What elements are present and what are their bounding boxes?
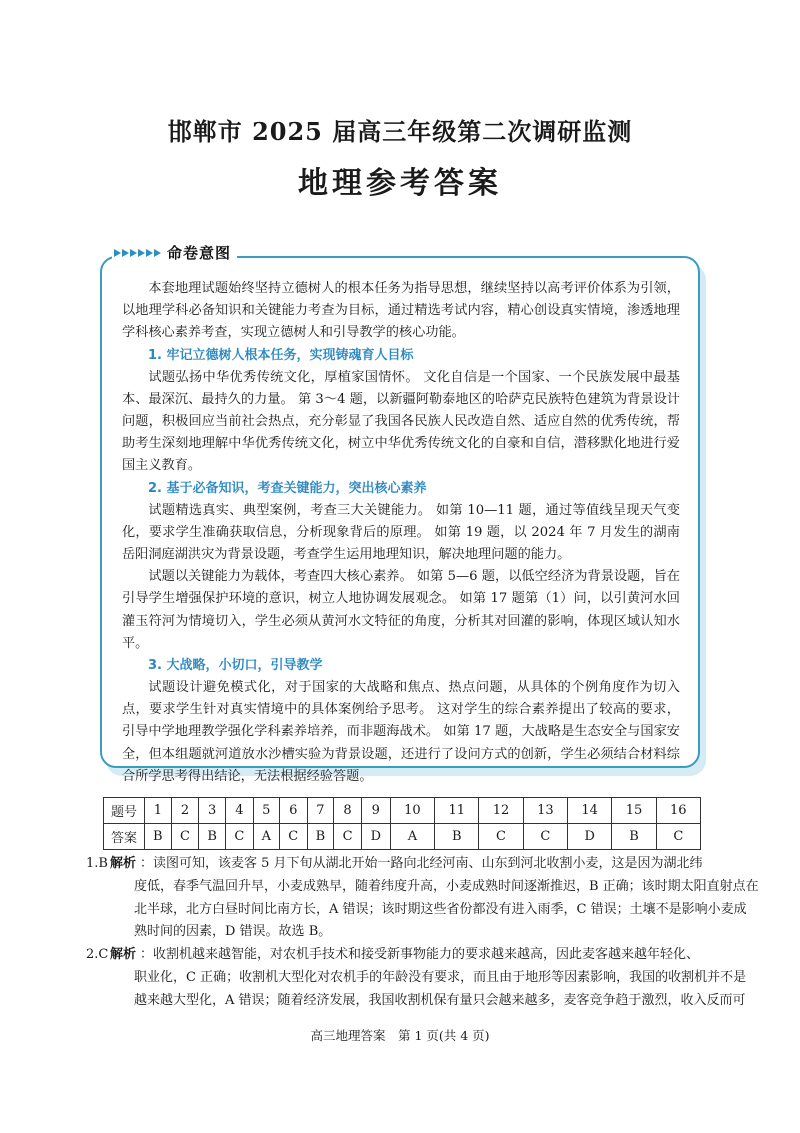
- question-number: 8: [334, 798, 362, 824]
- analysis-label: 解析: [110, 947, 137, 963]
- analysis-item: [86, 944, 747, 1012]
- document-title: 邯郸市 2025 届高三年级第二次调研监测: [167, 117, 633, 146]
- row-label-answer: 答案: [104, 824, 145, 850]
- analysis-line: 职业化，C 正确；收割机大型化对农机手的年龄没有要求，而且由于地形等因素影响，我国的收割机并不是: [134, 969, 747, 985]
- question-number: 9: [361, 798, 390, 824]
- section-heading: 3. 大战略，小切口，引导教学: [148, 658, 323, 674]
- analysis-label: 解析: [110, 856, 137, 871]
- intent-intro: 本套地理试题始终坚持立德树人的根本任务为指导思想，继续坚持以高考评价体系为引领，以地理学科必备知识和关键能力考查为目标，通过精选考试内容，精心创设真实情境，渗透地理学科核心素养考查，实现立德树人和引导教学的核心功能。: [122, 281, 680, 341]
- page-footer: 高三地理答案 第 1 页(共 4 页): [310, 1028, 490, 1043]
- question-number: 6: [279, 798, 307, 824]
- question-number: 1: [145, 798, 172, 824]
- answer-cell: C: [226, 824, 254, 850]
- answer-cell: B: [612, 824, 656, 850]
- question-number: 5: [253, 798, 279, 824]
- answer-cell: C: [656, 824, 700, 850]
- answer-cell: C: [523, 824, 567, 850]
- intent-content: [122, 278, 680, 788]
- question-number: 12: [479, 798, 523, 824]
- section-paragraph: 试题以关键能力为载体，考查四大核心素养。 如第 5—6 题，以低空经济为背景设题，旨在引导学生增强保护环境的意识，树立人地协调发展观念。 如第 17 题第（1）问，以引黄河水回灌玉符河为情境切入，学生必须从黄河水文特征的角度，分析其对回灌的影响，体现区域认知水平。: [122, 569, 680, 651]
- answer-cell: A: [390, 824, 434, 850]
- section-heading: 1. 牢记立德树人根本任务，实现铸魂育人目标: [148, 347, 414, 363]
- answer-row: [104, 824, 701, 850]
- answer-cell: B: [145, 824, 172, 850]
- answer-cell: C: [171, 824, 199, 850]
- answer-cell: C: [479, 824, 523, 850]
- section-heading: 2. 基于必备知识，考查关键能力，突出核心素养: [148, 480, 427, 496]
- analysis-line: ：读图可知，该麦客 5 月下旬从湖北开始一路向北经河南、山东到河北收割小麦，这是因为湖北纬: [140, 856, 703, 871]
- section-paragraph: 试题弘扬中华优秀传统文化，厚植家国情怀。 文化自信是一个国家、一个民族发展中最基本、最深沉、最持久的力量。 第 3～4 题，以新疆阿勒泰地区的哈萨克民族特色建筑为背景设计问题，积极回应当前社会热点，充分彰显了我国各民族人民改造自然、适应自然的优秀传统，帮助考生深刻地理解中华优秀传统文化，树立中华优秀传统文化的自豪和自信，潜移默化地进行爱国主义教育。: [122, 369, 680, 474]
- question-number: 7: [307, 798, 334, 824]
- section-paragraph: 试题精选真实、典型案例，考查三大关键能力。 如第 10—11 题，通过等值线呈现天气变化，要求学生准确获取信息，分析现象背后的原理。 如第 19 题，以 2024 年 7 月发生的湖南岳阳洞庭湖洪灾为背景设题，考查学生运用地理知识，解决地理问题的能力。: [122, 502, 680, 563]
- analysis-line: 熟时间的因素，D 错误。故选 B。: [134, 924, 332, 940]
- intent-heading: 命卷意图: [167, 244, 232, 262]
- question-number: 2: [171, 798, 199, 824]
- question-number: 13: [523, 798, 567, 824]
- answer-table: [103, 797, 701, 850]
- answer-cell: D: [568, 824, 612, 850]
- analysis-line: 北半球，北方白昼时间比南方长，A 错误；该时期这些省份都没有进入雨季，C 错误；土壤不是影响小麦成: [134, 901, 747, 917]
- question-number: 11: [435, 798, 479, 824]
- document-subtitle: 地理参考答案: [298, 166, 502, 201]
- answer-cell: D: [361, 824, 390, 850]
- analysis-line: ：收割机越来越智能，对农机手技术和接受新事物能力的要求越来越高，因此麦客越来越年轻化、: [140, 947, 700, 963]
- answer-cell: C: [334, 824, 362, 850]
- question-number: 10: [390, 798, 434, 824]
- section-paragraph: 试题设计避免模式化，对于国家的大战略和焦点、热点问题，从具体的个例角度作为切入点，要求学生针对真实情境中的具体案例给予思考。 这对学生的综合素养提出了较高的要求，引导中学地理教学强化学科素养培养，而非题海战术。 如第 17 题，大战略是生态安全与国家安全，但本组题就河道放水沙槽实验为背景设题，还进行了设问方式的创新，学生必须结合材料综合所学思考得出结论，无法根据经验答题。: [122, 680, 680, 784]
- arrow-icon: [114, 249, 161, 257]
- row-label-question: 题号: [104, 798, 145, 824]
- question-number: 16: [656, 798, 700, 824]
- question-row: [104, 798, 701, 824]
- analysis-line: 越来越大型化，A 错误；随着经济发展，我国收割机保有量只会越来越多，麦客竞争趋于激烈，收入反而可: [134, 992, 746, 1008]
- analysis-number: 1.B: [86, 856, 108, 871]
- question-number: 15: [612, 798, 656, 824]
- question-number: 14: [568, 798, 612, 824]
- answer-cell: B: [435, 824, 479, 850]
- question-number: 4: [226, 798, 254, 824]
- analysis-item: [86, 853, 759, 944]
- analysis-number: 2.C: [86, 947, 109, 963]
- intent-header: [112, 242, 237, 263]
- answer-cell: C: [279, 824, 307, 850]
- answer-cell: B: [307, 824, 334, 850]
- answer-cell: B: [199, 824, 226, 850]
- answer-cell: A: [253, 824, 279, 850]
- analysis-section: [86, 853, 759, 1013]
- analysis-line: 度低，春季气温回升早，小麦成熟早，随着纬度升高，小麦成熟时间逐渐推迟，B 正确；该时期太阳直射点在: [134, 878, 759, 894]
- question-number: 3: [199, 798, 226, 824]
